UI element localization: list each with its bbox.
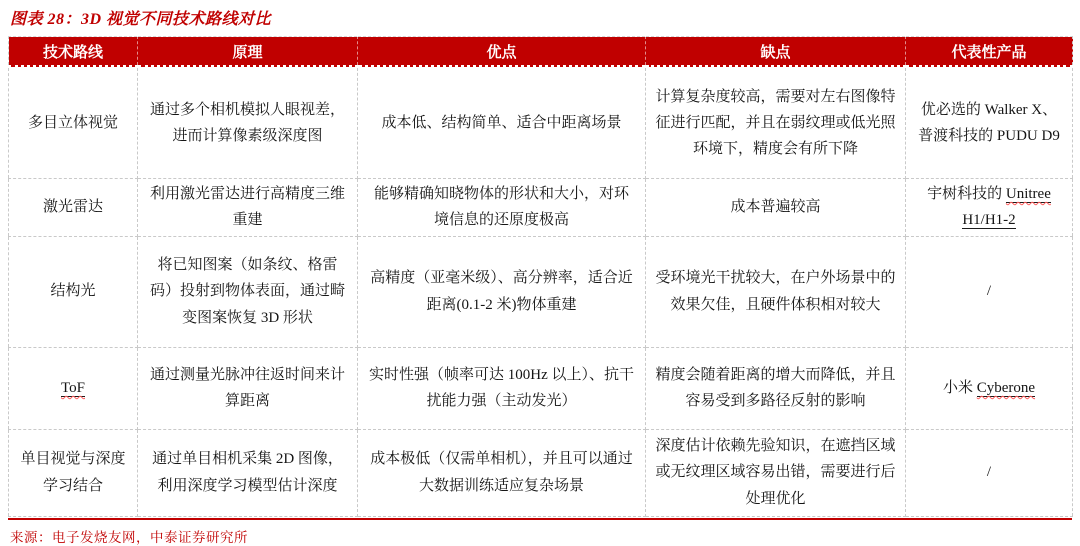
cell-products: 优必选的 Walker X、普渡科技的 PUDU D9 (906, 67, 1073, 179)
cell-advantages: 高精度（亚毫米级）、高分辨率，适合近距离(0.1-2 米)物体重建 (358, 236, 646, 347)
underlined-text (61, 380, 85, 397)
table-header (9, 37, 1073, 67)
table-header-row (9, 37, 1073, 67)
column-header-principle: 原理 (138, 37, 358, 67)
column-header-advantages: 优点 (358, 37, 646, 67)
cell-disadvantages: 成本普遍较高 (646, 179, 906, 237)
cell-principle: 利用激光雷达进行高精度三维重建 (138, 179, 358, 237)
table-row (9, 347, 1073, 429)
underlined-text (977, 380, 1035, 397)
cell-route: 单目视觉与深度学习结合 (9, 429, 138, 516)
table-row (9, 429, 1073, 516)
cell-principle: 通过多个相机模拟人眼视差，进而计算像素级深度图 (138, 67, 358, 179)
cell-disadvantages: 受环境光干扰较大，在户外场景中的效果欠佳，且硬件体积相对较大 (646, 236, 906, 347)
cell-route: 多目立体视觉 (9, 67, 138, 179)
column-header-products: 代表性产品 (906, 37, 1073, 67)
spellcheck-underline: Unitree (1005, 186, 1051, 202)
column-header-disadvantages: 缺点 (646, 37, 906, 67)
source-note: 来源：电子发烧友网，中泰证券研究所 (10, 529, 248, 545)
cell-products: / (906, 429, 1073, 516)
cell-advantages: 能够精确知晓物体的形状和大小，对环境信息的还原度极高 (358, 179, 646, 237)
cell-route: 结构光 (9, 236, 138, 347)
column-header-route: 技术路线 (9, 37, 138, 67)
cell-route: 激光雷达 (9, 179, 138, 237)
cell-route (9, 347, 138, 429)
table-body (9, 67, 1073, 517)
cell-advantages: 实时性强（帧率可达 100Hz 以上）、抗干扰能力强（主动发光） (358, 347, 646, 429)
cell-principle: 将已知图案（如条纹、格雷码）投射到物体表面，通过畸变图案恢复 3D 形状 (138, 236, 358, 347)
underlined-text: Unitree H1/H1-2 (962, 186, 1051, 229)
spellcheck-underline: Cyberone (976, 379, 1036, 396)
cell-advantages: 成本极低（仅需单相机），并且可以通过大数据训练适应复杂场景 (358, 429, 646, 516)
cell-principle: 通过测量光脉冲往返时间来计算距离 (138, 347, 358, 429)
cell-disadvantages: 计算复杂度较高，需要对左右图像特征进行匹配，并且在弱纹理或低光照环境下，精度会有所下降 (646, 67, 906, 179)
cell-advantages: 成本低、结构简单、适合中距离场景 (358, 67, 646, 179)
cell-products: / (906, 236, 1073, 347)
cell-principle: 通过单目相机采集 2D 图像，利用深度学习模型估计深度 (138, 429, 358, 516)
cell-disadvantages: 精度会随着距离的增大而降低，并且容易受到多路径反射的影响 (646, 347, 906, 429)
table-row (9, 179, 1073, 237)
table-row (9, 236, 1073, 347)
table-row (9, 67, 1073, 179)
cell-disadvantages: 深度估计依赖先验知识，在遮挡区域或无纹理区域容易出错，需要进行后处理优化 (646, 429, 906, 516)
comparison-table (8, 36, 1073, 517)
cell-products: 宇树科技的 Unitree H1/H1-2 (906, 179, 1073, 237)
spellcheck-underline: ToF (61, 379, 85, 396)
cell-products: 小米 Cyberone (906, 347, 1073, 429)
figure-title: 图表 28：3D 视觉不同技术路线对比 (10, 11, 272, 28)
